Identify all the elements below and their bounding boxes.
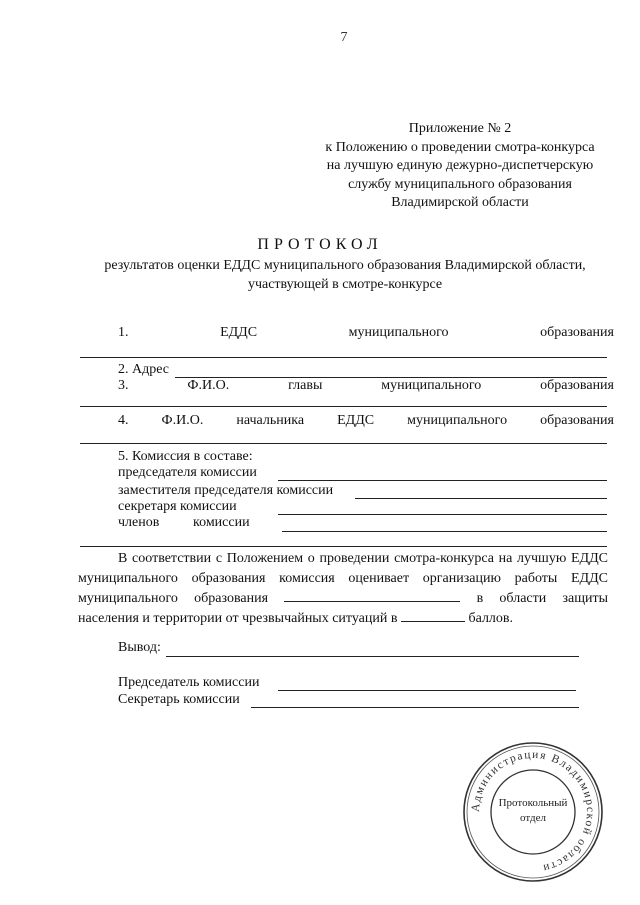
secretary-signature-label: Секретарь комиссии bbox=[118, 692, 240, 707]
chair-fill-line[interactable] bbox=[278, 480, 607, 481]
deputy-label: заместителя председателя комиссии bbox=[118, 483, 334, 498]
item-4-word: Ф.И.О. bbox=[161, 413, 204, 428]
item-1-number: 1. bbox=[118, 325, 129, 340]
item-2-label: 2. Адрес bbox=[118, 362, 170, 377]
subtitle-line-1: результатов оценки ЕДДС муниципального образования Владимирской области, bbox=[104, 258, 586, 273]
appendix-line: на лучшую единую дежурно-диспетчерскую bbox=[326, 158, 594, 173]
item-4-word: ЕДДС bbox=[337, 413, 375, 428]
item-4-number: 4. bbox=[118, 413, 129, 428]
item-3-word: главы bbox=[288, 378, 323, 393]
item-3-word: Ф.И.О. bbox=[187, 378, 230, 393]
chair-signature-label: Председатель комиссии bbox=[118, 675, 260, 690]
item-3-word: образования bbox=[540, 378, 614, 393]
score-blank[interactable] bbox=[401, 609, 465, 622]
conclusion-label: Вывод: bbox=[118, 640, 161, 655]
item-1-word: муниципального bbox=[348, 325, 449, 340]
appendix-line: Владимирской области bbox=[391, 195, 529, 210]
chair-label: председателя комиссии bbox=[118, 465, 257, 480]
subtitle-line-2: участвующей в смотре-конкурсе bbox=[247, 276, 443, 292]
appendix-line: службу муниципального образования bbox=[348, 176, 572, 192]
item-1-row bbox=[118, 325, 614, 341]
members-label-2: комиссии bbox=[193, 515, 250, 530]
document-title: ПРОТОКОЛ bbox=[257, 236, 383, 253]
item-1-word: ЕДДС bbox=[220, 325, 258, 340]
chair-signature-line[interactable] bbox=[278, 690, 576, 691]
stamp-center-line-2: отдел bbox=[520, 812, 546, 824]
official-stamp bbox=[458, 737, 608, 892]
stamp-seal bbox=[458, 737, 608, 887]
item-4-word: муниципального bbox=[407, 413, 508, 428]
assessment-paragraph bbox=[78, 549, 608, 629]
item-5-label: 5. Комиссия в составе: bbox=[118, 449, 253, 464]
edds-name-blank[interactable] bbox=[284, 589, 460, 602]
document-subtitle bbox=[60, 257, 630, 294]
item-4-fill-line[interactable] bbox=[80, 443, 607, 444]
item-1-fill-line[interactable] bbox=[80, 357, 607, 358]
conclusion-fill-line[interactable] bbox=[166, 656, 579, 657]
stamp-center-line-1: Протокольный bbox=[498, 797, 568, 809]
item-1-word: образования bbox=[540, 325, 614, 340]
item-3-number: 3. bbox=[118, 378, 129, 393]
secretary-label: секретаря комиссии bbox=[118, 499, 237, 514]
secretary-signature-line[interactable] bbox=[251, 707, 579, 708]
appendix-line: Приложение № 2 bbox=[408, 121, 512, 136]
item-3-row bbox=[118, 378, 614, 394]
item-4-word: образования bbox=[540, 413, 614, 428]
item-3-fill-line[interactable] bbox=[80, 406, 607, 407]
deputy-fill-line[interactable] bbox=[355, 498, 607, 499]
appendix-header bbox=[300, 120, 620, 213]
paragraph-text-3: баллов. bbox=[468, 611, 514, 626]
members-extra-line[interactable] bbox=[80, 546, 607, 547]
page-number: 7 bbox=[340, 30, 348, 45]
members-label-1: членов bbox=[118, 515, 160, 530]
appendix-line: к Положению о проведении смотра-конкурса bbox=[325, 139, 595, 155]
members-fill-line[interactable] bbox=[282, 531, 607, 532]
item-3-word: муниципального bbox=[381, 378, 482, 393]
item-4-word: начальника bbox=[236, 413, 305, 428]
paragraph-text-1: В соответствии с Положением о проведении смотра-конкурса на лучшую ЕДДС муниципального образования комиссия оценивает организацию работы ЕДДС муниципального образования bbox=[78, 551, 608, 606]
paragraph-text-2: в области защиты населения и территории от чрезвычайных ситуаций в bbox=[78, 591, 609, 626]
svg-text:Администрация Владимирской обл: Администрация Владимирской области bbox=[469, 748, 597, 875]
secretary-fill-line[interactable] bbox=[278, 514, 607, 515]
item-4-row bbox=[118, 413, 614, 429]
